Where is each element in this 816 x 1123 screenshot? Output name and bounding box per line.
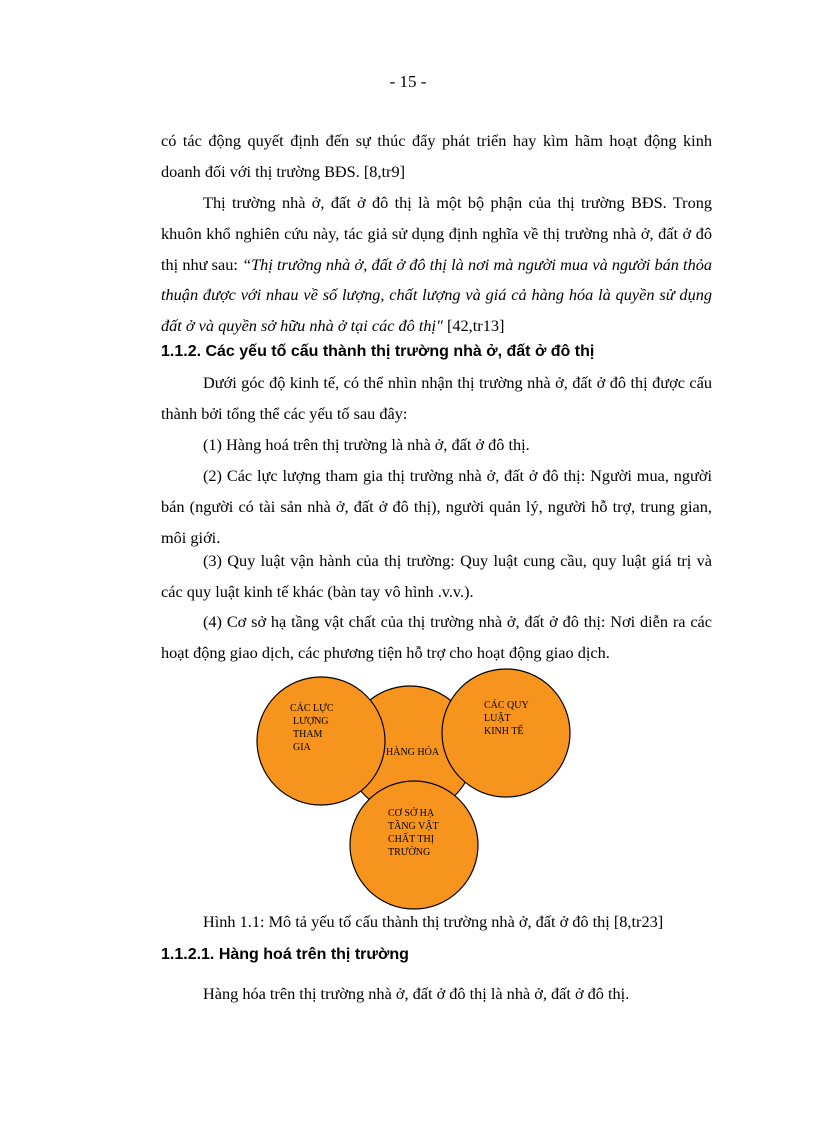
figure-caption: Hình 1.1: Mô tả yếu tố cấu thành thị trường nhà ở, đất ở đô thị [8,tr23] <box>203 912 664 931</box>
label-hang-hoa: HÀNG HÓA <box>386 747 440 758</box>
section-heading-1-1-2-1: 1.1.2.1. Hàng hoá trên thị trường <box>161 946 409 963</box>
definition-quote: “Thị trường nhà ở, đất ở đô thị là nơi mà người mua và người bán thỏa thuận được với nhau về số lượng, chất lượng và giá cả hàng hóa là quyền sử dụng đất ở và quyền sở hữu nhà ở tại các đô thị" <box>161 254 712 336</box>
section-heading-1-1-2: 1.1.2. Các yếu tố cấu thành thị trường nhà ở, đất ở đô thị <box>161 343 595 360</box>
label-right-line-1: CÁC QUY <box>484 700 529 711</box>
definition-citation: [42,tr13] <box>442 316 505 336</box>
label-right-line-2: LUẬT <box>484 713 511 724</box>
label-bottom-line-1: CƠ SỞ HẠ <box>388 808 435 819</box>
definition-intro: Thị trường nhà ở, đất ở đô thị là một bộ phận của thị trường BĐS. Trong khuôn khổ nghiên cứu này, tác giả sử dụng định nghĩa về thị trường nhà ở, đất ở đô thị như sau: <box>161 193 712 274</box>
label-bottom-line-2: TẦNG VẬT <box>388 821 439 832</box>
circle-cac-luc-luong <box>257 677 385 805</box>
paragraph-continuation: có tác động quyết định đến sự thúc đẩy phát triển hay kìm hãm hoạt động kinh doanh đối với thị trường BĐS. [8,tr9] <box>161 131 712 181</box>
list-item-4: (4) Cơ sở hạ tầng vật chất của thị trường nhà ở, đất ở đô thị: Nơi diễn ra các hoạt động giao dịch, các phương tiện hỗ trợ cho hoạt động giao dịch. <box>161 612 712 662</box>
list-item-2: (2) Các lực lượng tham gia thị trường nhà ở, đất ở đô thị: Người mua, người bán (người có tài sản nhà ở, đất ở đô thị), người quản lý, người hỗ trợ, trung gian, môi giới. <box>161 466 712 547</box>
label-right-line-3: KINH TẾ <box>484 726 524 737</box>
label-left-line-3: THAM <box>293 729 323 740</box>
list-item-1: (1) Hàng hoá trên thị trường là nhà ở, đất ở đô thị. <box>203 435 530 454</box>
page-number: - 15 - <box>389 72 427 91</box>
label-left-line-4: GIA <box>293 742 311 753</box>
paragraph-elements-intro: Dưới góc độ kinh tế, có thể nhìn nhận thị trường nhà ở, đất ở đô thị được cấu thành bởi tổng thể các yếu tố sau đây: <box>161 373 712 423</box>
label-left-line-2: LƯỢNG <box>293 716 329 727</box>
list-item-3: (3) Quy luật vận hành của thị trường: Quy luật cung cầu, quy luật giá trị và các quy luật kinh tế khác (bàn tay vô hình .v.v.). <box>161 551 712 601</box>
label-bottom-line-4: TRƯỜNG <box>388 847 431 858</box>
label-left-line-1: CÁC LỰC <box>290 703 334 714</box>
paragraph-goods: Hàng hóa trên thị trường nhà ở, đất ở đô thị là nhà ở, đất ở đô thị. <box>203 984 630 1003</box>
label-bottom-line-3: CHẤT THỊ <box>388 834 435 845</box>
circle-co-so-ha-tang <box>350 781 478 909</box>
